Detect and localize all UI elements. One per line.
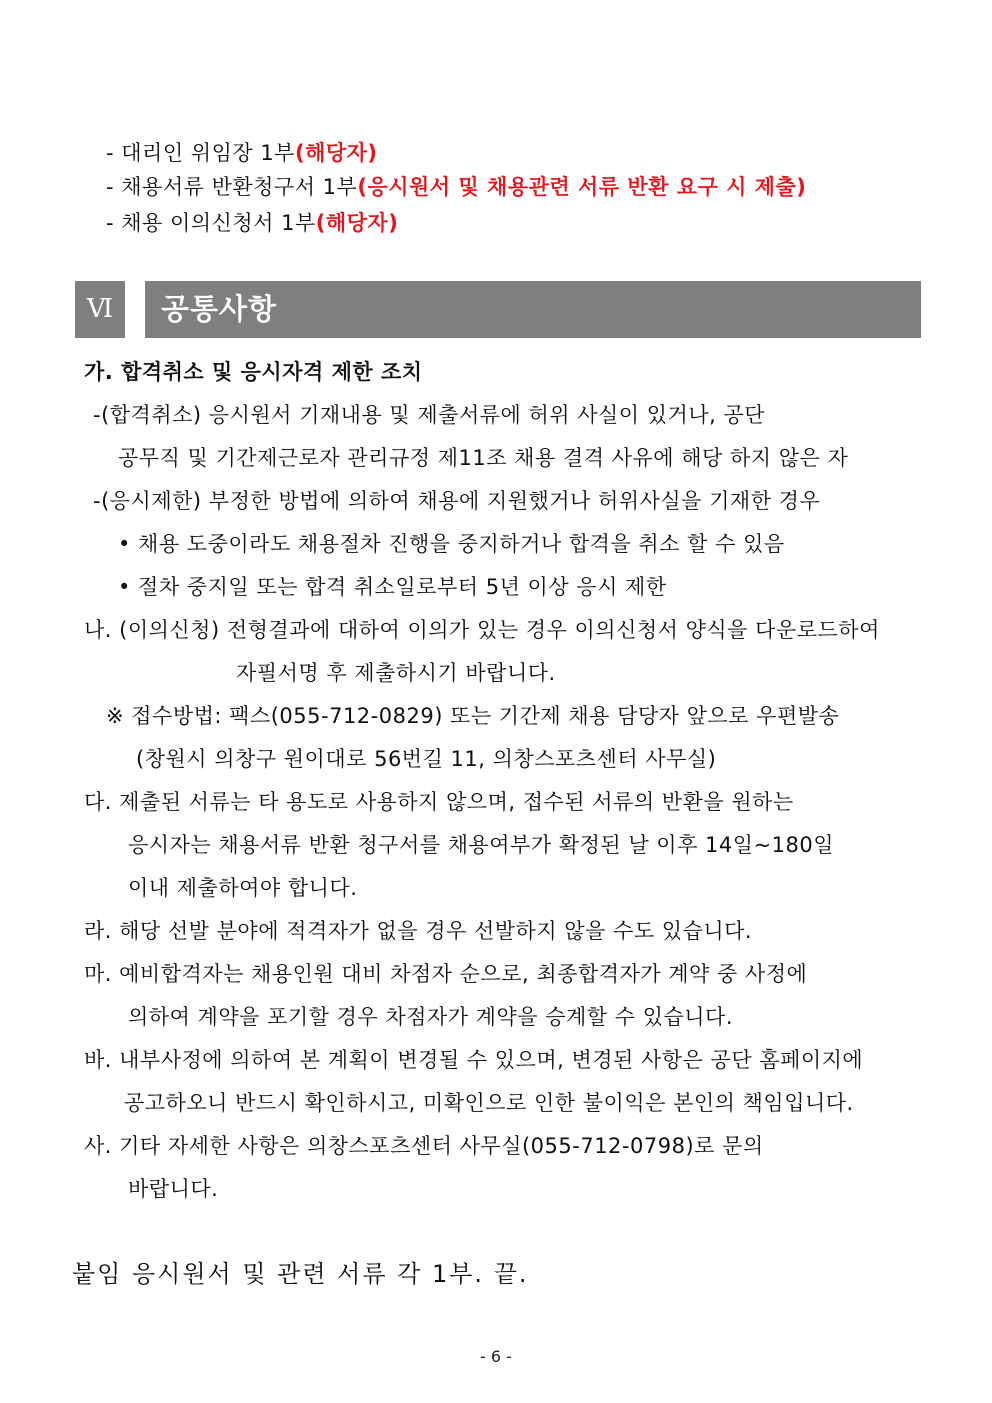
submission-item-return-request [106, 172, 806, 202]
submission-item-text: - 채용 이의신청서 1부 [106, 211, 316, 235]
body-line: 의하여 계약을 포기할 경우 차점자가 계약을 승계할 수 있습니다. [128, 1005, 734, 1029]
submission-item-text: - 채용서류 반환청구서 1부 [106, 175, 358, 199]
submission-item-note: (해당자) [315, 211, 399, 235]
submission-item-text: - 대리인 위임장 1부 [106, 141, 295, 165]
section-title-bar [145, 281, 921, 338]
body-line: 다. 제출된 서류는 타 용도로 사용하지 않으며, 접수된 서류의 반환을 원하는 [84, 790, 794, 814]
body-line: 마. 예비합격자는 채용인원 대비 차점자 순으로, 최종합격자가 계약 중 사정에 [84, 962, 808, 986]
address-line: (창원시 의창구 원이대로 56번길 11, 의창스포츠센터 사무실) [136, 747, 717, 771]
body-line: 라. 해당 선발 분야에 적격자가 없을 경우 선발하지 않을 수도 있습니다. [84, 919, 753, 943]
page-number: - 6 - [480, 1347, 512, 1366]
bullet-line: • 절차 중지일 또는 합격 취소일로부터 5년 이상 응시 제한 [118, 575, 667, 599]
body-line: 바. 내부사정에 의하여 본 계획이 변경될 수 있으며, 변경된 사항은 공단 홈페이지에 [84, 1048, 864, 1072]
bullet-line: • 채용 도중이라도 채용절차 진행을 중지하거나 합격을 취소 할 수 있음 [118, 532, 785, 556]
submission-item-objection [106, 208, 398, 238]
body-line: 나. (이의신청) 전형결과에 대하여 이의가 있는 경우 이의신청서 양식을 다운로드하여 [84, 618, 880, 642]
note-line: ※ 접수방법: 팩스(055-712-0829) 또는 기간제 채용 담당자 앞으로 우편발송 [106, 704, 840, 728]
submission-item-note: (응시원서 및 채용관련 서류 반환 요구 시 제출) [357, 175, 807, 199]
body-line: 사. 기타 자세한 사항은 의창스포츠센터 사무실(055-712-0798)로 문의 [84, 1134, 764, 1158]
body-line: 응시자는 채용서류 반환 청구서를 채용여부가 확정된 날 이후 14일~180일 [128, 833, 835, 857]
attachment-line: 붙임 응시원서 및 관련 서류 각 1부. 끝. [72, 1260, 529, 1288]
body-line: -(응시제한) 부정한 방법에 의하여 채용에 지원했거나 허위사실을 기재한 경우 [93, 489, 821, 513]
body-line: 공무직 및 기간제근로자 관리규정 제11조 채용 결격 사유에 해당 하지 않은 자 [118, 446, 849, 470]
body-line: 자필서명 후 제출하시기 바랍니다. [236, 661, 556, 685]
body-line: 바랍니다. [128, 1177, 219, 1201]
section-title: 공통사항 [161, 292, 278, 326]
body-line: -(합격취소) 응시원서 기재내용 및 제출서류에 허위 사실이 있거나, 공단 [93, 403, 766, 427]
body-line: 공고하오니 반드시 확인하시고, 미확인으로 인한 불이익은 본인의 책임입니다. [124, 1091, 854, 1115]
submission-item-note: (해당자) [294, 141, 378, 165]
section-number-badge: Ⅵ [75, 281, 125, 338]
submission-item-proxy [106, 138, 378, 168]
body-line: 이내 제출하여야 합니다. [128, 876, 358, 900]
subsection-heading-ga: 가. 합격취소 및 응시자격 제한 조치 [84, 360, 423, 384]
